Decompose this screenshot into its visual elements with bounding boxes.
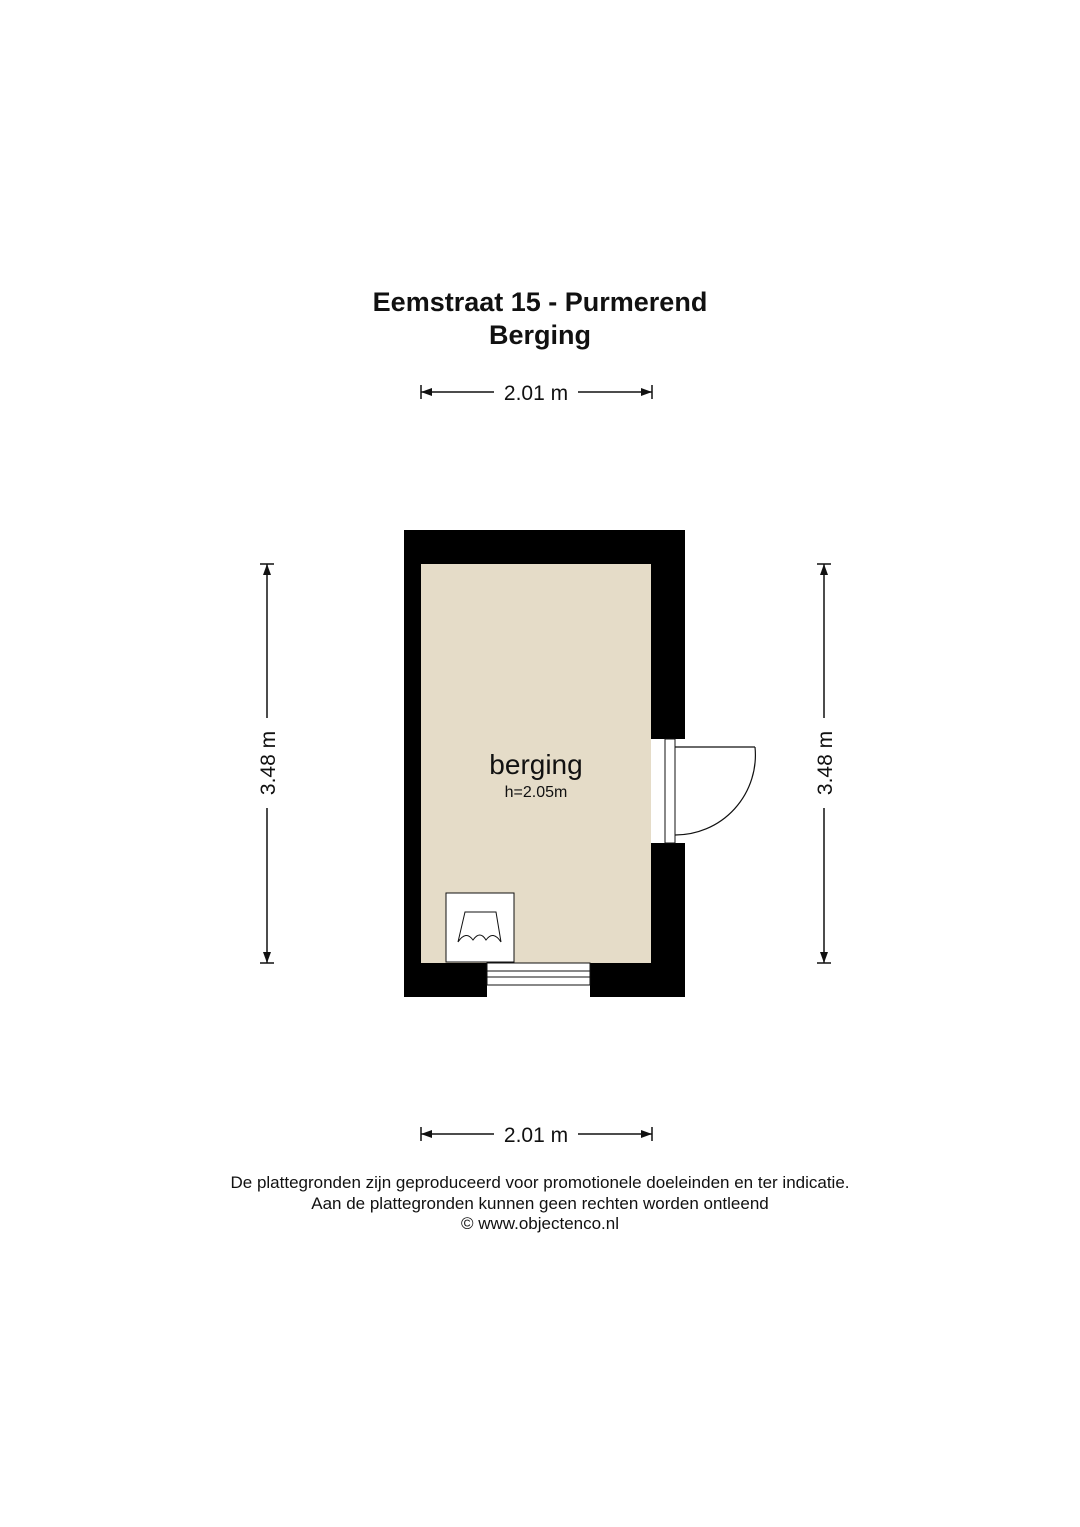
room-height: h=2.05m [504, 784, 568, 801]
disclaimer-line-1: De plattegronden zijn geproduceerd voor promotionele doeleinden en ter indicatie. [230, 1173, 850, 1192]
room-name: berging [489, 749, 583, 780]
floorplan-address: Eemstraat 15 - Purmerend [372, 287, 708, 317]
dimension-bottom [421, 1124, 652, 1147]
window-icon [487, 963, 590, 985]
dimension-right-label: 3.48 m [814, 730, 837, 796]
dimension-right [814, 564, 837, 963]
disclaimer-line-2: Aan de plattegronden kunnen geen rechten worden ontleend [311, 1194, 769, 1213]
dimension-bottom-label: 2.01 m [503, 1124, 569, 1147]
dimension-top-label: 2.01 m [503, 382, 569, 405]
dimension-left [257, 564, 280, 963]
dimension-left-label: 3.48 m [257, 730, 280, 796]
copyright-line: © www.objectenco.nl [460, 1214, 620, 1233]
boiler-icon [446, 893, 514, 962]
dimension-top [421, 382, 652, 405]
floorplan-floor-name: Berging [488, 320, 591, 350]
